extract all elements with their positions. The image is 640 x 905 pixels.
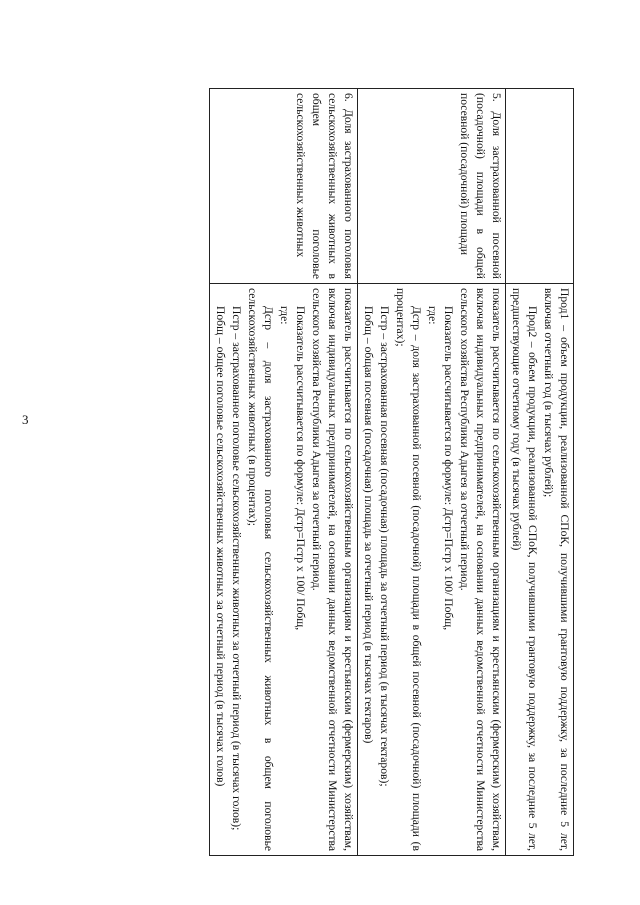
indicator-table-body bbox=[210, 89, 574, 856]
description-paragraph: Прод1 – объем продукции, реализованной СПоК, получившими грантовую поддержку, за последние 5 лет, включая отчетный год (в тысячах рублей); bbox=[542, 288, 571, 851]
description-paragraph: Пстр – застрахованная посевная (посадочная) площадь за отчетный период (в тысячах гектаров); bbox=[378, 306, 391, 787]
indicator-description-cell bbox=[358, 284, 506, 856]
rotated-content bbox=[52, 88, 574, 856]
description-paragraph: Дстр – доля застрахованного поголовья сельскохозяйственных животных в общем поголовье сельскохозяйственных животных (в процентах); bbox=[246, 288, 275, 851]
description-paragraph: Побщ – общая посевная (посадочная) площадь за отчетный период (в тысячах гектаров) bbox=[362, 306, 375, 744]
description-paragraph: где: bbox=[278, 306, 291, 325]
page-number: 3 bbox=[22, 412, 29, 427]
description-paragraph: Дстр – доля застрахованной посевной (посадочной) площади в общей посевной (посадочной) площади (в процентах); bbox=[394, 288, 423, 851]
description-paragraph: Показатель рассчитывается по формуле: Дстр=Пстр х 100/ Побщ, bbox=[442, 306, 455, 631]
description-paragraph: Побщ – общее поголовье сельскохозяйственных животных за отчетный период (в тысячах голов) bbox=[214, 306, 227, 787]
indicator-name-cell: 5. Доля застрахованной посевной (посадочной) площади в общей посевной (посадочной) площади bbox=[358, 89, 506, 284]
indicator-name-cell: 6. Доля застрахованного поголовья сельскохозяйственных животных в общем поголовье сельскохозяйственных животных bbox=[210, 89, 358, 284]
description-paragraph: показатель рассчитывается по сельскохозяйственным организациям и крестьянским (фермерским) хозяйствам, включая индивидуальных предпринимателей, на основании данных ведомственной отчетности Министерства сельского хозяйства Республики Адыгея за отчетный период. bbox=[310, 288, 355, 851]
description-paragraph: показатель рассчитывается по сельскохозяйственным организациям и крестьянским (фермерским) хозяйствам, включая индивидуальных предпринимателей, на основании данных ведомственной отчетности Министерства сельского хозяйства Республики Адыгея за отчетный период. bbox=[458, 288, 503, 851]
description-paragraph: Показатель рассчитывается по формуле: Дстр=Пстр х 100/ Побщ, bbox=[294, 306, 307, 631]
table-row bbox=[210, 89, 358, 856]
description-paragraph: Пстр – застрахованное поголовье сельскохозяйственных животных за отчетный период (в тысячах голов); bbox=[230, 306, 243, 831]
indicator-name-cell bbox=[506, 89, 574, 284]
indicator-description-cell bbox=[506, 284, 574, 856]
description-paragraph: где: bbox=[426, 306, 439, 325]
description-paragraph: Прод2 – объем продукции, реализованной СПоК, получившими грантовую поддержку, за последние 5 лет, предшествующие отчетному году (в тысячах рублей) bbox=[510, 288, 539, 851]
indicator-description-cell bbox=[210, 284, 358, 856]
table-row bbox=[358, 89, 506, 856]
indicator-table bbox=[209, 88, 574, 856]
table-row bbox=[506, 89, 574, 856]
